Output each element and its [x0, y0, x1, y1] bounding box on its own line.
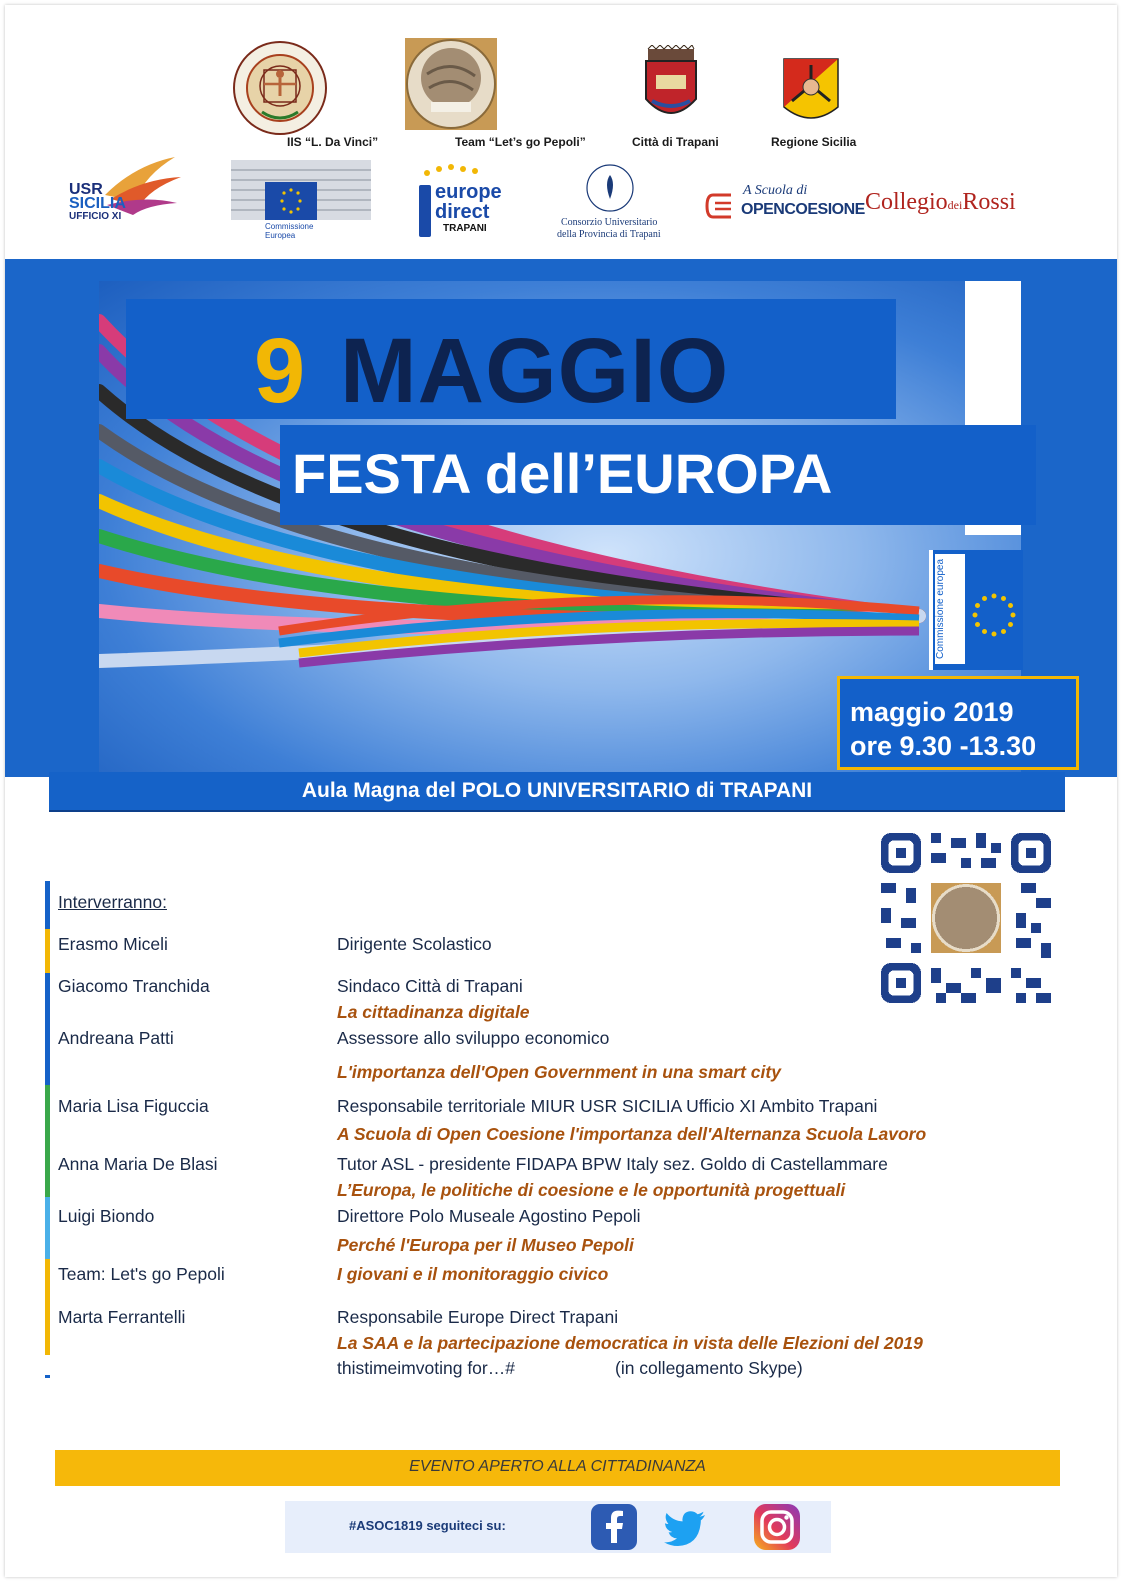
speaker-role: Sindaco Città di Trapani [337, 976, 523, 996]
speaker-role: Assessore allo sviluppo economico [337, 1028, 610, 1048]
speaker-extra: thistimeimvoting for…# [337, 1358, 515, 1378]
speaker-name: Erasmo Miceli [58, 934, 168, 954]
qr-code[interactable] [881, 833, 1051, 1003]
social-bar [285, 1501, 831, 1553]
europe-direct-line2: direct [435, 201, 490, 223]
eu-stars-icon [969, 590, 1019, 640]
speaker-topic: L’Europa, le politiche di coesione e le opportunità progettuali [337, 1180, 846, 1200]
eu-commission-card [929, 550, 1023, 670]
speaker-name: Giacomo Tranchida [58, 976, 210, 996]
sidebar-segment [45, 1259, 50, 1355]
speaker-role: Responsabile Europe Direct Trapani [337, 1307, 619, 1327]
event-open-text: EVENTO APERTO ALLA CITTADINANZA [409, 1458, 706, 1475]
speaker-role: Dirigente Scolastico [337, 934, 492, 954]
commissione-line1: Commissione [265, 222, 314, 231]
europe-direct-line1: europe [435, 181, 502, 203]
eu-building-icon [231, 160, 371, 220]
title-day: 9 [254, 320, 306, 422]
speaker-role: Tutor ASL - presidente FIDAPA BPW Italy sez. Goldo di Castellammare [337, 1154, 888, 1174]
sidebar-segment [45, 881, 50, 929]
europe-direct-i-icon [419, 185, 431, 237]
date-time-box [837, 676, 1079, 770]
opencoesione-line2: OPENCOESIONE [741, 201, 865, 218]
usr-line2: SICILIA [69, 195, 126, 212]
opencoesione-icon [705, 191, 735, 221]
social-label: #ASOC1819 seguiteci su: [349, 1518, 506, 1533]
collegio-mid: dei [947, 198, 963, 212]
consorzio-seal-icon [585, 163, 635, 213]
commissione-line2: Europea [265, 231, 296, 240]
speaker-name: Andreana Patti [58, 1028, 174, 1048]
trapani-crest-icon [642, 45, 700, 129]
commissione-europea-logo [231, 160, 371, 242]
regione-sicilia-logo [781, 57, 841, 129]
event-open-banner [55, 1450, 1060, 1486]
venue-text: Aula Magna del POLO UNIVERSITARIO di TRAPANI [301, 779, 813, 802]
logo-caption-davinci: IIS “L. Da Vinci” [287, 135, 379, 149]
collegio-rossi-logo [865, 189, 1035, 229]
usr-sicilia-logo [65, 155, 185, 233]
sicilia-flag-icon [782, 57, 840, 127]
speaker-name: Luigi Biondo [58, 1206, 155, 1226]
speaker-name: Anna Maria De Blasi [58, 1154, 218, 1174]
title-date-box [126, 299, 896, 422]
lets-go-pepoli-logo [403, 38, 499, 134]
title-month: MAGGIO [340, 320, 730, 422]
da-vinci-logo [230, 40, 330, 136]
speaker-topic: A Scuola di Open Coesione l'importanza dell'Alternanza Scuola Lavoro [337, 1124, 927, 1144]
pepoli-seal-icon [405, 38, 497, 130]
poster [5, 5, 1117, 1577]
eu-card-label: Commissione europea [935, 554, 965, 664]
speaker-name: Maria Lisa Figuccia [58, 1096, 209, 1116]
skype-note: (in collegamento Skype) [615, 1358, 803, 1378]
sidebar-segment [45, 1375, 50, 1378]
sidebar-segment [45, 973, 50, 1085]
instagram-icon[interactable] [753, 1503, 801, 1551]
usr-line1: USR [69, 181, 103, 198]
stars-icon [415, 163, 519, 183]
usr-line3: UFFICIO XI [69, 211, 122, 222]
speaker-name: Team: Let's go Pepoli [58, 1264, 225, 1284]
twitter-icon[interactable] [661, 1503, 709, 1551]
europe-direct-logo [415, 163, 519, 243]
speaker-role: Responsabile territoriale MIUR USR SICILIA Ufficio XI Ambito Trapani [337, 1096, 878, 1116]
title-festa: FESTA dell’EUROPA [292, 442, 833, 505]
consorzio-logo [551, 163, 671, 243]
da-vinci-seal-icon [232, 40, 328, 136]
time-line: ore 9.30 -13.30 [850, 731, 1037, 761]
sidebar-segment [45, 1085, 50, 1197]
title-festa-box [280, 425, 1036, 525]
speaker-name: Marta Ferrantelli [58, 1307, 186, 1327]
logo-caption-sicilia: Regione Sicilia [771, 135, 857, 149]
speaker-topic: La cittadinanza digitale [337, 1002, 530, 1022]
speaker-topic: Perché l'Europa per il Museo Pepoli [337, 1235, 634, 1255]
opencoesione-line1: A Scuola di [743, 183, 808, 198]
speaker-role: Direttore Polo Museale Agostino Pepoli [337, 1206, 641, 1226]
logo-caption-pepoli: Team “Let’s go Pepoli” [455, 135, 586, 149]
speaker-topic: L'importanza dell'Open Government in una smart city [337, 1062, 781, 1082]
collegio-post: Rossi [962, 189, 1016, 215]
europe-direct-line3: TRAPANI [443, 223, 487, 234]
speakers-heading: Interverranno: [58, 892, 167, 912]
sidebar-segment [45, 1197, 50, 1259]
venue-banner [49, 772, 1065, 812]
date-line: maggio 2019 [850, 697, 1014, 727]
consorzio-line1: Consorzio Universitario [561, 217, 658, 228]
citta-trapani-logo [641, 45, 701, 131]
logo-caption-trapani: Città di Trapani [632, 135, 719, 149]
speaker-topic: I giovani e il monitoraggio civico [337, 1264, 609, 1284]
consorzio-line2: della Provincia di Trapani [557, 229, 661, 240]
sidebar-segment [45, 929, 50, 973]
collegio-pre: Collegio [865, 189, 948, 215]
speaker-topic: La SAA e la partecipazione democratica in vista delle Elezioni del 2019 [337, 1333, 923, 1353]
facebook-icon[interactable] [590, 1503, 638, 1551]
opencoesione-logo [705, 181, 865, 225]
